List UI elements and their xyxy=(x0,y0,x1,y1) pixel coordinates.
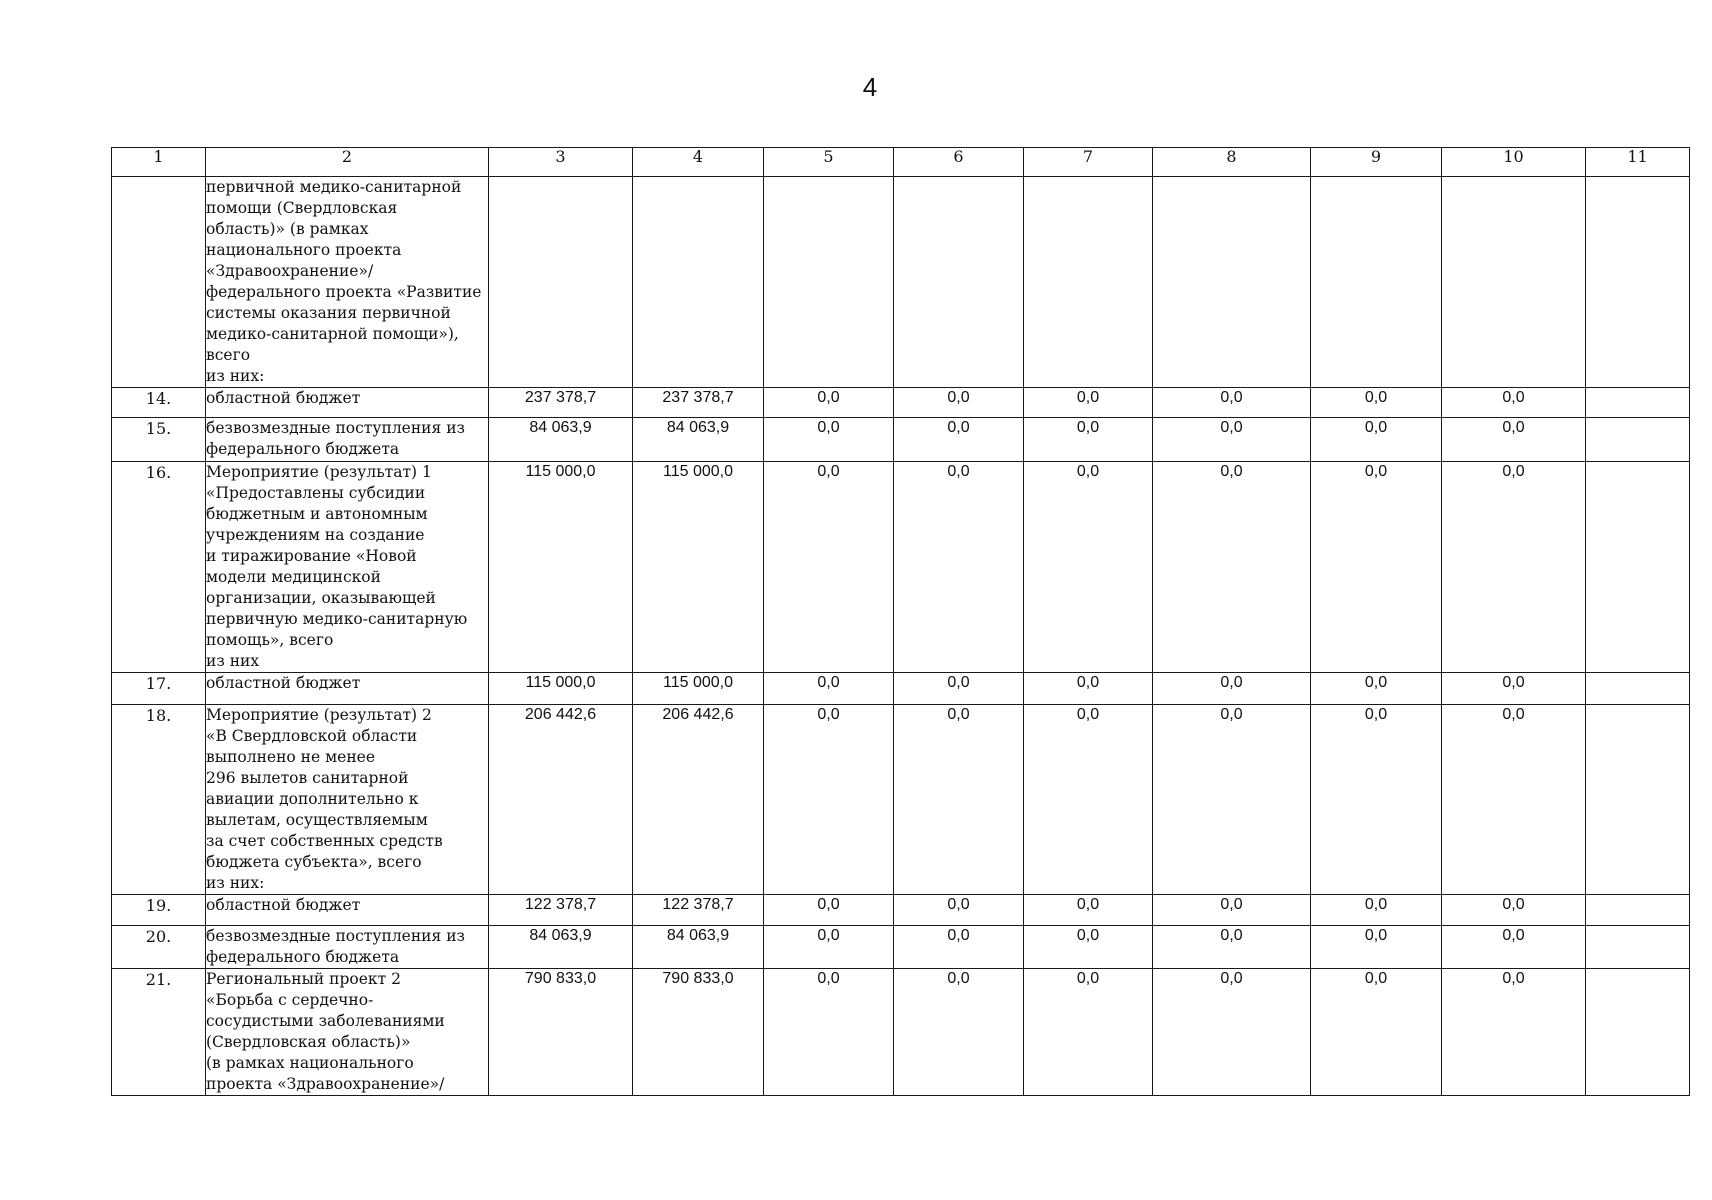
value-cell xyxy=(1586,418,1690,462)
value-cell xyxy=(1586,969,1690,1096)
value-cell: 0,0 xyxy=(894,418,1024,462)
value-cell: 0,0 xyxy=(1311,926,1442,969)
value-cell: 0,0 xyxy=(1153,462,1311,673)
value-cell: 0,0 xyxy=(764,673,894,705)
row-number: 15. xyxy=(112,418,206,462)
value-cell: 0,0 xyxy=(1024,388,1153,418)
value-cell xyxy=(1586,705,1690,895)
value-cell: 115 000,0 xyxy=(489,673,633,705)
value-cell: 0,0 xyxy=(1153,388,1311,418)
value-cell: 0,0 xyxy=(894,462,1024,673)
table-row xyxy=(112,388,1690,418)
row-number: 18. xyxy=(112,705,206,895)
value-cell: 115 000,0 xyxy=(633,673,764,705)
value-cell: 0,0 xyxy=(1153,418,1311,462)
value-cell: 0,0 xyxy=(764,926,894,969)
table-row xyxy=(112,418,1690,462)
value-cell xyxy=(1311,177,1442,388)
value-cell: 0,0 xyxy=(1442,418,1586,462)
value-cell: 115 000,0 xyxy=(633,462,764,673)
column-header: 10 xyxy=(1442,148,1586,177)
value-cell: 0,0 xyxy=(1153,895,1311,926)
value-cell: 0,0 xyxy=(764,418,894,462)
value-cell: 0,0 xyxy=(1153,705,1311,895)
value-cell xyxy=(1442,177,1586,388)
column-header: 3 xyxy=(489,148,633,177)
value-cell: 206 442,6 xyxy=(489,705,633,895)
table-row xyxy=(112,926,1690,969)
value-cell xyxy=(1586,926,1690,969)
row-name: Мероприятие (результат) 2 «В Свердловской области выполнено не менее 296 вылетов санитарной авиации дополнительно к вылетам, осуществляемым за счет собственных средств бюджета субъекта», всего из них: xyxy=(206,705,489,895)
value-cell: 0,0 xyxy=(894,388,1024,418)
value-cell: 0,0 xyxy=(1442,705,1586,895)
value-cell: 0,0 xyxy=(1311,895,1442,926)
page-number: 4 xyxy=(862,72,878,102)
row-name: Региональный проект 2 «Борьба с сердечно- сосудистыми заболеваниями (Свердловская область)» (в рамках национального проекта «Здравоохранение»/ xyxy=(206,969,489,1096)
value-cell: 0,0 xyxy=(1311,673,1442,705)
value-cell: 0,0 xyxy=(1311,705,1442,895)
row-name: областной бюджет xyxy=(206,388,489,418)
column-header: 2 xyxy=(206,148,489,177)
table-row xyxy=(112,673,1690,705)
value-cell xyxy=(764,177,894,388)
row-number: 17. xyxy=(112,673,206,705)
value-cell: 0,0 xyxy=(1153,926,1311,969)
row-number: 14. xyxy=(112,388,206,418)
value-cell: 0,0 xyxy=(1024,969,1153,1096)
value-cell: 0,0 xyxy=(1311,418,1442,462)
budget-table xyxy=(111,147,1690,1096)
value-cell: 237 378,7 xyxy=(489,388,633,418)
value-cell: 0,0 xyxy=(1442,462,1586,673)
value-cell xyxy=(1586,673,1690,705)
value-cell: 0,0 xyxy=(1442,969,1586,1096)
value-cell: 84 063,9 xyxy=(489,418,633,462)
column-header: 5 xyxy=(764,148,894,177)
value-cell: 0,0 xyxy=(764,388,894,418)
value-cell: 115 000,0 xyxy=(489,462,633,673)
value-cell: 0,0 xyxy=(894,705,1024,895)
column-header: 4 xyxy=(633,148,764,177)
value-cell: 0,0 xyxy=(764,462,894,673)
value-cell xyxy=(1153,177,1311,388)
value-cell xyxy=(1586,462,1690,673)
value-cell: 0,0 xyxy=(1311,388,1442,418)
value-cell: 0,0 xyxy=(894,926,1024,969)
table-header-row xyxy=(112,148,1690,177)
table-row xyxy=(112,705,1690,895)
column-header: 6 xyxy=(894,148,1024,177)
value-cell: 0,0 xyxy=(894,895,1024,926)
row-number xyxy=(112,177,206,388)
value-cell: 0,0 xyxy=(1024,418,1153,462)
value-cell: 0,0 xyxy=(1311,462,1442,673)
value-cell xyxy=(1586,895,1690,926)
value-cell: 0,0 xyxy=(1442,388,1586,418)
value-cell: 206 442,6 xyxy=(633,705,764,895)
value-cell xyxy=(1024,177,1153,388)
value-cell: 122 378,7 xyxy=(633,895,764,926)
value-cell: 0,0 xyxy=(894,969,1024,1096)
row-name: первичной медико-санитарной помощи (Свердловская область)» (в рамках национального проекта «Здравоохранение»/ федерального проекта «Развитие системы оказания первичной медико-санитарной помощи»), всего из них: xyxy=(206,177,489,388)
value-cell xyxy=(489,177,633,388)
row-number: 20. xyxy=(112,926,206,969)
value-cell xyxy=(633,177,764,388)
value-cell xyxy=(894,177,1024,388)
row-number: 19. xyxy=(112,895,206,926)
table-row xyxy=(112,462,1690,673)
column-header: 7 xyxy=(1024,148,1153,177)
value-cell: 0,0 xyxy=(1024,462,1153,673)
table-row xyxy=(112,969,1690,1096)
value-cell xyxy=(1586,388,1690,418)
column-header: 8 xyxy=(1153,148,1311,177)
row-name: безвозмездные поступления из федерального бюджета xyxy=(206,418,489,462)
row-name: безвозмездные поступления из федерального бюджета xyxy=(206,926,489,969)
row-number: 16. xyxy=(112,462,206,673)
value-cell: 0,0 xyxy=(1024,926,1153,969)
value-cell: 0,0 xyxy=(894,673,1024,705)
value-cell: 84 063,9 xyxy=(633,926,764,969)
column-header: 9 xyxy=(1311,148,1442,177)
value-cell: 0,0 xyxy=(1024,895,1153,926)
value-cell: 122 378,7 xyxy=(489,895,633,926)
value-cell: 0,0 xyxy=(1024,673,1153,705)
column-header: 11 xyxy=(1586,148,1690,177)
value-cell: 0,0 xyxy=(1442,895,1586,926)
value-cell: 84 063,9 xyxy=(489,926,633,969)
row-name: Мероприятие (результат) 1 «Предоставлены субсидии бюджетным и автономным учреждениям на создание и тиражирование «Новой модели медицинской организации, оказывающей первичную медико-санитарную помощь», всего из них xyxy=(206,462,489,673)
value-cell: 237 378,7 xyxy=(633,388,764,418)
value-cell: 0,0 xyxy=(1024,705,1153,895)
value-cell: 0,0 xyxy=(764,969,894,1096)
value-cell xyxy=(1586,177,1690,388)
value-cell: 0,0 xyxy=(1442,926,1586,969)
table-row xyxy=(112,895,1690,926)
value-cell: 0,0 xyxy=(1153,969,1311,1096)
value-cell: 790 833,0 xyxy=(489,969,633,1096)
value-cell: 0,0 xyxy=(1442,673,1586,705)
column-header: 1 xyxy=(112,148,206,177)
row-name: областной бюджет xyxy=(206,673,489,705)
value-cell: 0,0 xyxy=(1311,969,1442,1096)
value-cell: 790 833,0 xyxy=(633,969,764,1096)
value-cell: 0,0 xyxy=(1153,673,1311,705)
value-cell: 84 063,9 xyxy=(633,418,764,462)
value-cell: 0,0 xyxy=(764,895,894,926)
value-cell: 0,0 xyxy=(764,705,894,895)
table-row xyxy=(112,177,1690,388)
row-number: 21. xyxy=(112,969,206,1096)
row-name: областной бюджет xyxy=(206,895,489,926)
